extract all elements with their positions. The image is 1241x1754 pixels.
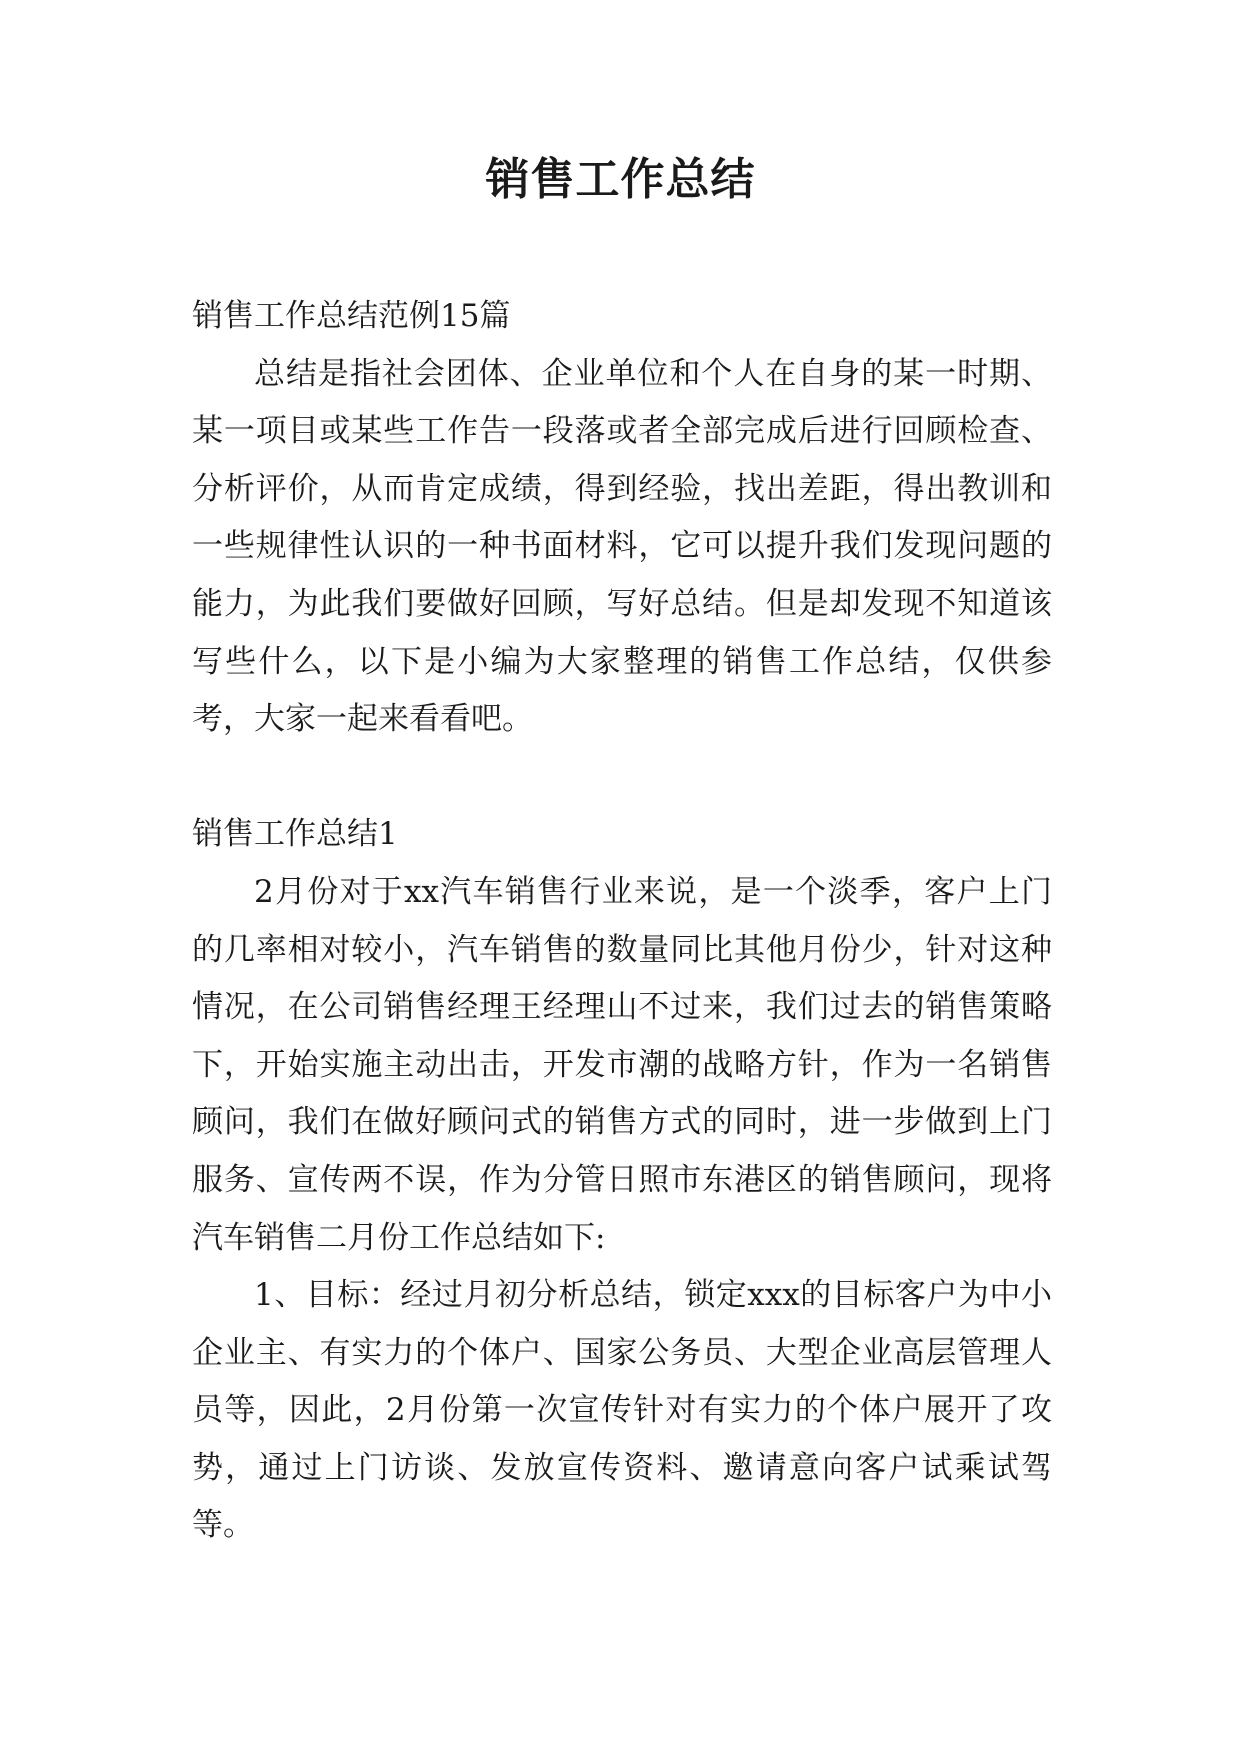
intro-paragraph: 总结是指社会团体、企业单位和个人在自身的某一时期、某一项目或某些工作告一段落或者全部完成后进行回顾检查、分析评价，从而肯定成绩，得到经验，找出差距，得出教训和一些规律性认识的一种书面材料，它可以提升我们发现问题的能力，为此我们要做好回顾，写好总结。但是却发现不知道该写些什么，以下是小编为大家整理的销售工作总结，仅供参考，大家一起来看看吧。 <box>192 355 1052 738</box>
section-heading: 销售工作总结1 <box>192 816 398 853</box>
section-paragraph-1: 2月份对于xx汽车销售行业来说，是一个淡季，客户上门的几率相对较小，汽车销售的数量同比其他月份少，针对这种情况，在公司销售经理王经理山不过来，我们过去的销售策略下，开始实施主动出击，开发市潮的战略方针，作为一名销售顾问，我们在做好顾问式的销售方式的同时，进一步做到上门服务、宣传两不误，作为分管日照市东港区的销售顾问，现将汽车销售二月份工作总结如下: <box>192 873 1052 1256</box>
section-gap <box>192 749 1052 807</box>
subtitle: 销售工作总结范例15篇 <box>192 298 511 334</box>
document-title: 销售工作总结 <box>485 154 756 205</box>
document-body <box>192 288 1052 1555</box>
section-paragraph-2: 1、目标：经过月初分析总结，锁定xxx的目标客户为中小企业主、有实力的个体户、国家公务员、大型企业高层管理人员等，因此，2月份第一次宣传针对有实力的个体户展开了攻势，通过上门访谈、发放宣传资料、邀请意向客户试乘试驾等。 <box>192 1277 1052 1544</box>
